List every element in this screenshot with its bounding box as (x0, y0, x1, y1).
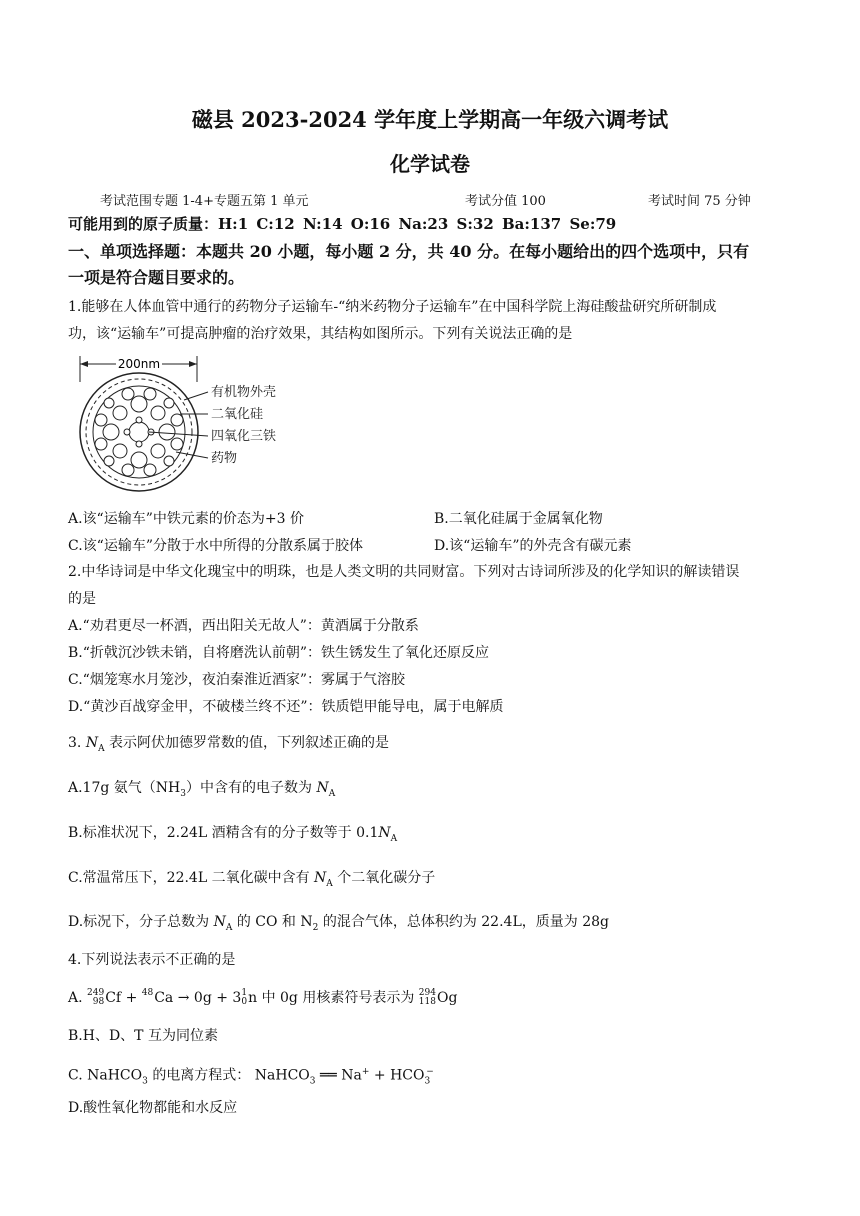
size-label: 200nm (117, 357, 161, 371)
q2-option-a: A.“劝君更尽一杯酒，西出阳关无故人”：黄酒属于分散系 (68, 618, 419, 634)
label-fe3o4: 四氧化三铁 (211, 429, 277, 444)
exam-range: 考试范围专题 1-4+专题五第 1 单元 (100, 194, 309, 209)
exam-subtitle: 化学试卷 (390, 152, 470, 176)
q4-option-b: B.H、D、T 互为同位素 (68, 1028, 218, 1044)
section1-line2: 一项是符合题目要求的。 (68, 268, 245, 287)
q2-stem-line1: 2.中华诗词是中华文化瑰宝中的明珠，也是人类文明的共同财富。下列对古诗词所涉及的化学知识的解读错误 (68, 564, 740, 580)
q3-stem: 3. $N_A$ 表示阿伏加德罗常数的值，下列叙述正确的是 (68, 735, 390, 754)
label-drug: 药物 (211, 451, 238, 466)
q3-option-a: A.17g 氨气$(NH_3)$中含有的电子数为 $N_A$ (68, 780, 336, 799)
section1-line1: 一、单项选择题：本题共 20 小题，每小题 2 分，共 40 分。在每小题给出的四个选项中，只有 (68, 242, 750, 261)
q2-option-d: D.“黄沙百战穿金甲，不破楼兰终不还”：铁质铠甲能导电，属于电解质 (68, 699, 504, 715)
q2-option-c: C.“烟笼寒水月笼沙，夜泊秦淮近酒家”：雾属于气溶胶 (68, 672, 405, 688)
q4-option-a: A. 249 98 Cf + 48 Ca → 0g + 3 1 0 n 中 0g 用核素符号表示为 294 118 Og (68, 988, 458, 1007)
q2-option-b: B.“折戟沉沙铁未销，自将磨洗认前朝”：铁生锈发生了氧化还原反应 (68, 645, 490, 661)
q2-stem-line2: 的是 (68, 591, 96, 607)
nano-carrier-diagram (72, 352, 312, 498)
label-silica: 二氧化硅 (211, 407, 264, 422)
q1-option-b: B.二氧化硅属于金属氧化物 (434, 511, 603, 527)
q4-option-c: C. NaHCO$_3$ 的电离方程式： NaHCO$_3$ ══ $Na^+ + HCO_3^-$ (68, 1067, 434, 1087)
atomic-masses: 可能用到的原子质量：H:1 C:12 N:14 O:16 Na:23 S:32 Ba:137 Se:79 (68, 215, 617, 233)
q1-option-c: C.该“运输车”分散于水中所得的分散系属于胶体 (68, 538, 363, 554)
q4-option-d: D.酸性氧化物都能和水反应 (68, 1100, 238, 1116)
q3-option-b: B.标准状况下，2.24L 酒精含有的分子数等于 $0.1N_A$ (68, 825, 398, 844)
exam-score: 考试分值 100 (465, 194, 546, 209)
q4-stem: 4.下列说法表示不正确的是 (68, 952, 236, 968)
exam-time: 考试时间 75 分钟 (648, 194, 751, 209)
q1-option-a: A.该“运输车”中铁元素的价态为+3 价 (68, 511, 304, 527)
q1-stem-line2: 功，该“运输车”可提高肿瘤的治疗效果，其结构如图所示。下列有关说法正确的是 (68, 326, 573, 342)
q3-option-c: C.常温常压下，22.4L 二氧化碳中含有 $N_A$ 个二氧化碳分子 (68, 870, 436, 889)
exam-title: 磁县 2023-2024 学年度上学期高一年级六调考试 (191, 107, 669, 132)
q3-option-d: D.标况下，分子总数为 $N_A$ 的 CO 和 $N_2$ 的混合气体，总体积约为 22.4L，质量为 28g (68, 914, 609, 933)
q1-stem-line1: 1.能够在人体血管中通行的药物分子运输车-“纳米药物分子运输车”在中国科学院上海硅酸盐研究所研制成 (68, 299, 717, 315)
q1-option-d: D.该“运输车”的外壳含有碳元素 (434, 538, 632, 554)
label-organic-shell: 有机物外壳 (211, 385, 277, 400)
